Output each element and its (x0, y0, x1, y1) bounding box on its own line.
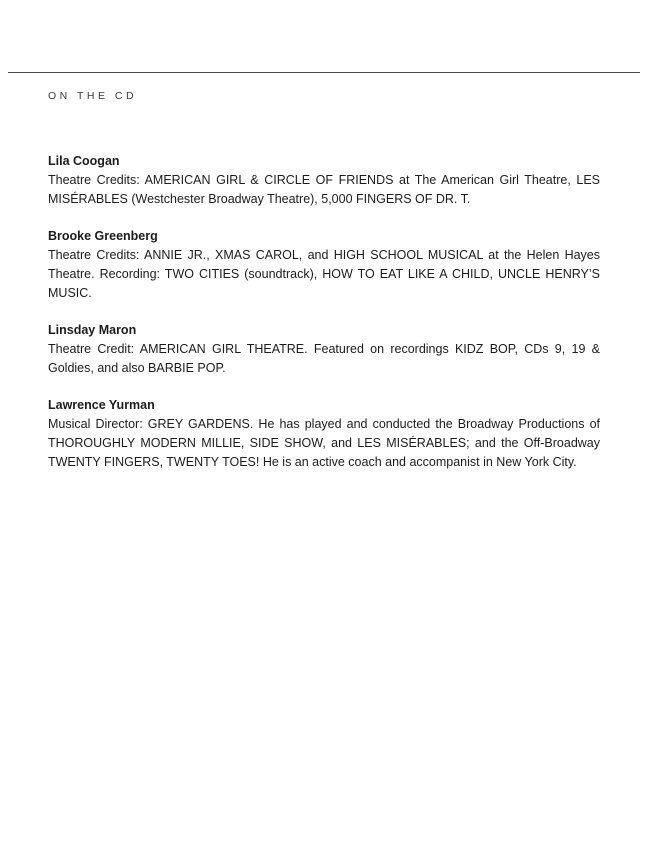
header-rule (8, 72, 640, 73)
bio-entry (48, 396, 600, 472)
performer-credits: Theatre Credits: AMERICAN GIRL & CIRCLE OF FRIENDS at The American Girl Theatre, LES MISÉRABLES (Westchester Broadway Theatre), 5,000 FINGERS OF DR. T. (48, 173, 600, 206)
bio-entry (48, 321, 600, 378)
performer-name: Brooke Greenberg (48, 229, 158, 243)
performer-credits: Theatre Credits: ANNIE JR., XMAS CAROL, and HIGH SCHOOL MUSICAL at the Helen Hayes Theatre. Recording: TWO CITIES (soundtrack), HOW TO EAT LIKE A CHILD, UNCLE HENRY’S MUSIC. (48, 248, 600, 300)
performer-credits: Musical Director: GREY GARDENS. He has played and conducted the Broadway Productions of THOROUGHLY MODERN MILLIE, SIDE SHOW, and LES MISÉRABLES; and the Off-Broadway TWENTY FINGERS, TWENTY TOES! He is an active coach and accompanist in New York City. (48, 417, 600, 469)
performer-name: Lila Coogan (48, 154, 120, 168)
bio-entry (48, 227, 600, 303)
performer-credits: Theatre Credit: AMERICAN GIRL THEATRE. Featured on recordings KIDZ BOP, CDs 9, 19 & Goldies, and also BARBIE POP. (48, 342, 600, 375)
performer-name: Linsday Maron (48, 323, 137, 337)
bio-list (48, 152, 600, 490)
performer-name: Lawrence Yurman (48, 398, 155, 412)
bio-entry (48, 152, 600, 209)
section-title: ON THE CD (48, 90, 138, 102)
